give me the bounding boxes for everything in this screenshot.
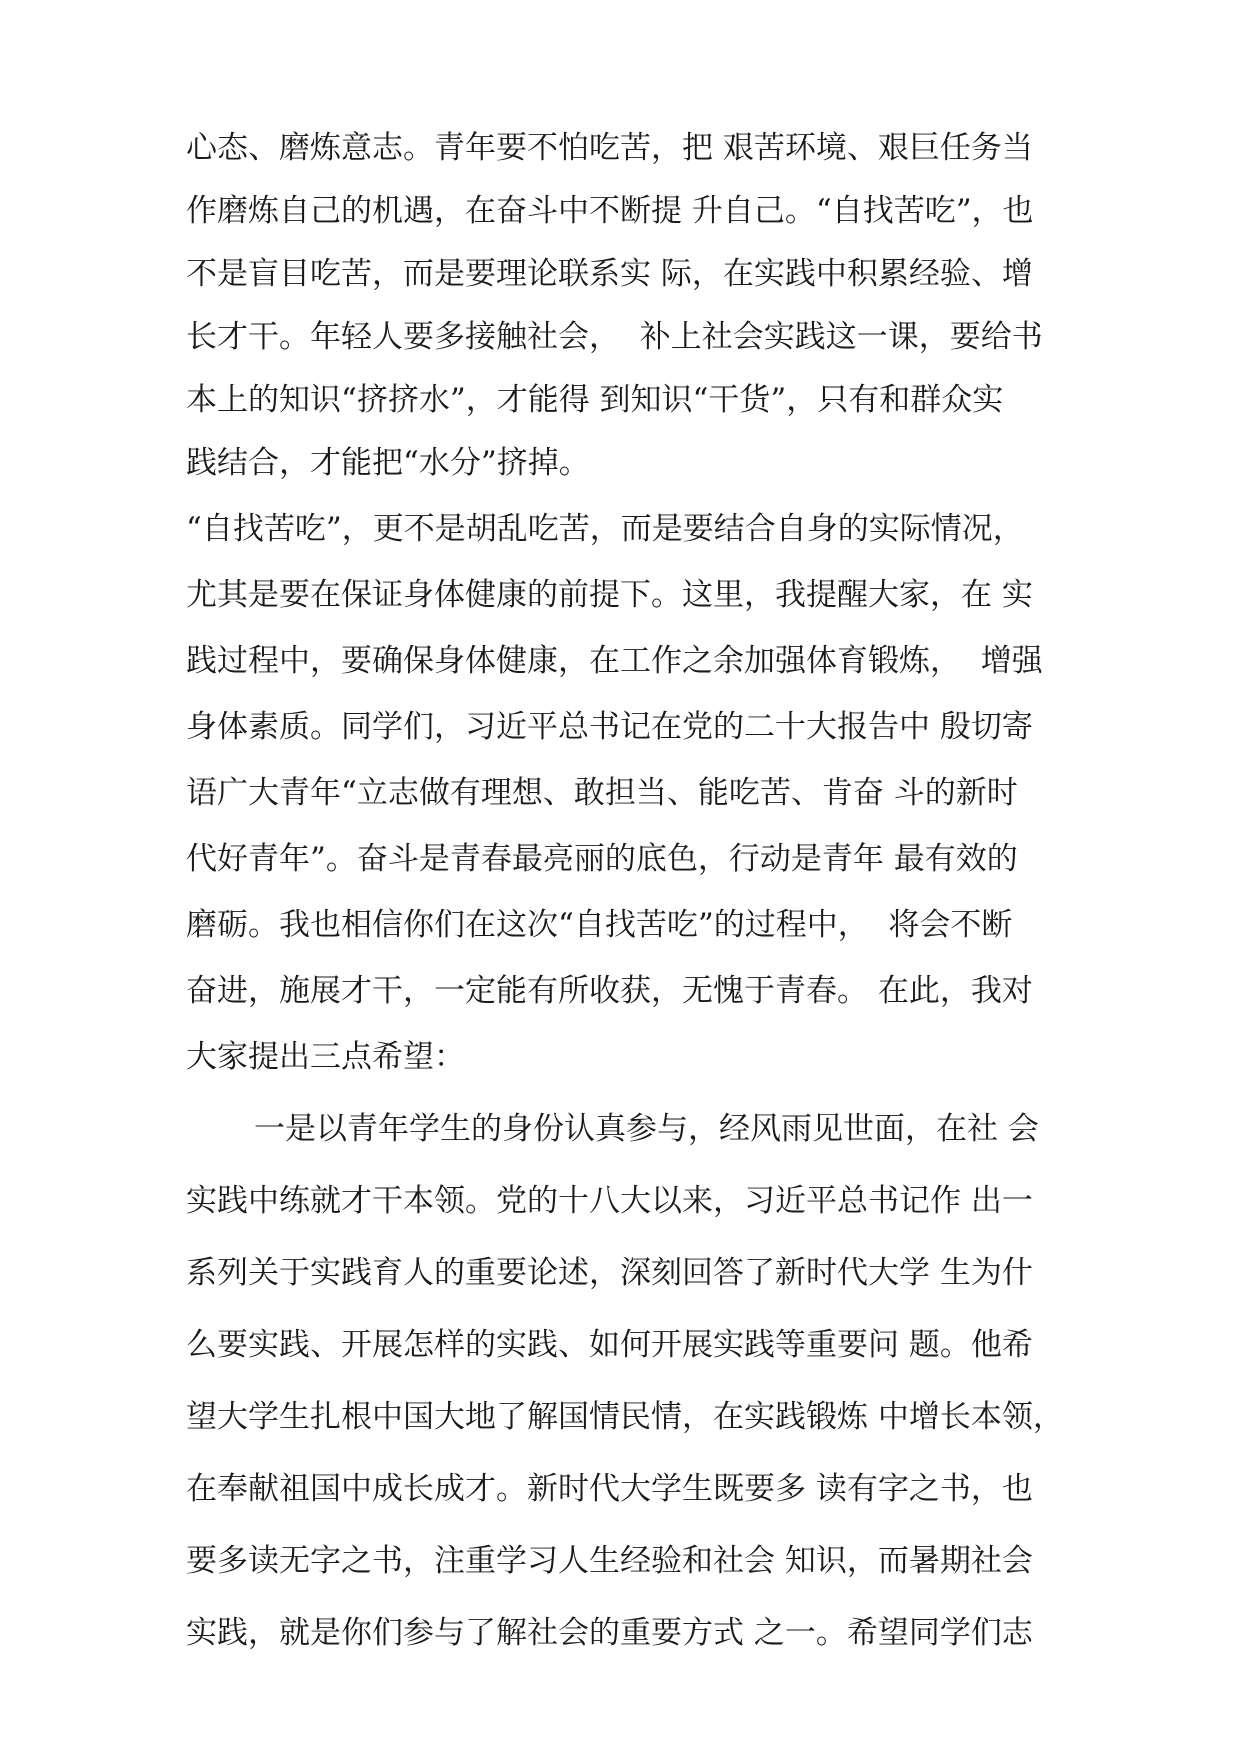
text-line: 代好青年”。奋斗是青春最亮丽的底色，行动是青年 最有效的 bbox=[186, 841, 1018, 877]
text-line: 大家提出三点希望： bbox=[186, 1039, 465, 1075]
text-line: 实践，就是你们参与了解社会的重要方式 之一。希望同学们志 bbox=[186, 1615, 1033, 1651]
text-line: 不是盲目吃苦，而是要理论联系实 际，在实践中积累经验、增 bbox=[186, 256, 1033, 292]
text-line: 长才干。年轻人要多接触社会， 补上社会实践这一课，要给书 bbox=[186, 319, 1043, 355]
text-line: 么要实践、开展怎样的实践、如何开展实践等重要问 题。他希 bbox=[186, 1327, 1033, 1363]
text-line: 践过程中，要确保身体健康，在工作之余加强体育锻炼， 增强 bbox=[186, 643, 1043, 679]
paragraph-first-line: 一是以青年学生的身份认真参与，经风雨见世面，在社 会 bbox=[254, 1111, 1039, 1147]
text-line: 心态、磨炼意志。青年要不怕吃苦，把 艰苦环境、艰巨任务当 bbox=[186, 130, 1033, 166]
text-line: 践结合，才能把“水分”挤掉。 bbox=[186, 445, 590, 481]
text-line: “自找苦吃”，更不是胡乱吃苦，而是要结合自身的实际情况， bbox=[186, 511, 1024, 547]
text-line: 作磨炼自己的机遇，在奋斗中不断提 升自己。“自找苦吃”，也 bbox=[186, 193, 1034, 229]
text-line: 磨砺。我也相信你们在这次“自找苦吃”的过程中， 将会不断 bbox=[186, 907, 1013, 943]
text-line: 本上的知识“挤挤水”，才能得 到知识“干货”，只有和群众实 bbox=[186, 382, 1004, 418]
text-line: 望大学生扎根中国大地了解国情民情，在实践锻炼 中增长本领， bbox=[186, 1399, 1064, 1435]
text-line: 实践中练就才干本领。党的十八大以来，习近平总书记作 出一 bbox=[186, 1183, 1033, 1219]
text-line: 语广大青年“立志做有理想、敢担当、能吃苦、肯奋 斗的新时 bbox=[186, 775, 1018, 811]
text-line: 要多读无字之书，注重学习人生经验和社会 知识，而暑期社会 bbox=[186, 1543, 1033, 1579]
text-line: 尤其是要在保证身体健康的前提下。这里，我提醒大家，在 实 bbox=[186, 577, 1033, 613]
text-line: 身体素质。同学们，习近平总书记在党的二十大报告中 殷切寄 bbox=[186, 709, 1033, 745]
text-line: 系列关于实践育人的重要论述，深刻回答了新时代大学 生为什 bbox=[186, 1255, 1033, 1291]
text-line: 在奉献祖国中成长成才。新时代大学生既要多 读有字之书，也 bbox=[186, 1471, 1033, 1507]
text-line: 奋进，施展才干，一定能有所收获，无愧于青春。 在此，我对 bbox=[186, 973, 1033, 1009]
